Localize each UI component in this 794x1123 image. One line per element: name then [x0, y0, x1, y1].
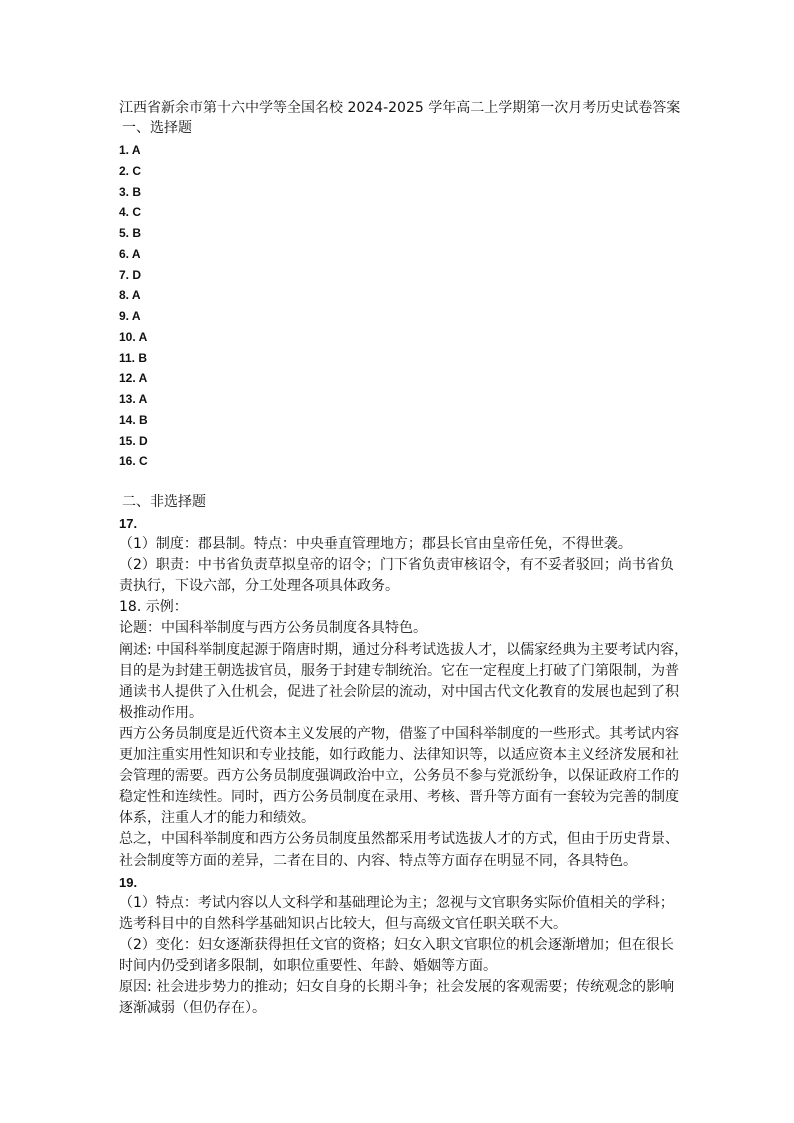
- answer-item: 5. B: [119, 226, 142, 240]
- answer-line: 逐渐减弱（但仍存在）。: [119, 1000, 266, 1017]
- answer-line: 选考科目中的自然科学基础知识占比较大，但与高级文官任职关联不大。: [119, 915, 567, 932]
- answer-line: 原因: 社会进步势力的推动；妇女自身的长期斗争；社会发展的客观需要；传统观念的影响: [119, 979, 675, 996]
- answer-item: 14. B: [119, 412, 148, 427]
- question-number-19: 19.: [119, 874, 138, 890]
- answer-item: 1. A: [119, 143, 141, 157]
- answer-item: 12. A: [119, 371, 148, 386]
- answer-line: 阐述: 中国科举制度起源于隋唐时期，通过分科考试选拔人才，以儒家经典为主要考试内容，: [119, 641, 689, 658]
- question-number-18: 18. 示例：: [119, 599, 188, 616]
- answer-item: 3. B: [119, 184, 142, 199]
- answer-line: 西方公务员制度是近代资本主义发展的产物，借鉴了中国科举制度的一些形式。其考试内容: [119, 725, 679, 742]
- section-heading-non-choice: 二、非选择题: [122, 494, 206, 510]
- answer-line: 总之，中国科举制度和西方公务员制度虽然都采用考试选拔人才的方式，但由于历史背景、: [119, 831, 679, 848]
- answer-line: （2）变化：妇女逐渐获得担任文官的资格；妇女入职文官职位的机会逐渐增加；但在很长: [119, 936, 674, 953]
- answer-item: 13. A: [119, 392, 148, 406]
- answer-item: 9. A: [119, 309, 141, 323]
- answer-line: 稳定性和连续性。同时，西方公务员制度在录用、考核、晋升等方面有一套较为完善的制度: [119, 789, 679, 806]
- answer-item: 6. A: [119, 246, 141, 261]
- answer-line: 体系，注重人才的能力和绩效。: [119, 810, 315, 827]
- answer-line: （2）职责：中书省负责草拟皇帝的诏令；门下省负责审核诏令，有不妥者驳回；尚书省负: [119, 557, 674, 574]
- answer-line: 会管理的需要。西方公务员制度强调政治中立，公务员不参与党派纷争，以保证政府工作的: [119, 768, 679, 785]
- answer-line: 社会制度等方面的差异，二者在目的、内容、特点等方面存在明显不同，各具特色。: [119, 852, 637, 869]
- answer-line: 目的是为封建王朝选拔官员，服务于封建专制统治。它在一定程度上打破了门第限制，为普: [119, 662, 679, 679]
- answer-line: （1）特点：考试内容以人文科学和基础理论为主；忽视与文官职务实际价值相关的学科；: [119, 894, 674, 911]
- answer-line: 极推动作用。: [119, 704, 203, 721]
- answer-line: 时间内仍受到诸多限制，如职位重要性、年龄、婚姻等方面。: [119, 957, 497, 974]
- section-heading-multiple-choice: 一、选择题: [122, 120, 192, 136]
- answer-item: 7. D: [119, 267, 142, 282]
- answer-item: 8. A: [119, 288, 141, 303]
- answer-line: 通读书人提供了入仕机会，促进了社会阶层的流动，对中国古代文化教育的发展也起到了积: [119, 683, 679, 700]
- answer-body: [119, 513, 689, 1019]
- answer-line: 论题：中国科举制度与西方公务员制度各具特色。: [119, 620, 427, 637]
- answer-item: 16. C: [119, 454, 148, 469]
- document-title: 江西省新余市第十六中学等全国名校 2024-2025 学年高二上学期第一次月考历史试卷答案: [119, 100, 681, 116]
- answer-line: 责执行，下设六部，分工处理各项具体政务。: [119, 578, 399, 595]
- answer-line: 更加注重实用性知识和专业技能，如行政能力、法律知识等，以适应资本主义经济发展和社: [119, 747, 679, 764]
- answer-item: 10. A: [119, 329, 148, 344]
- question-number-17: 17.: [119, 516, 138, 531]
- answer-item: 4. C: [119, 205, 142, 220]
- answer-item: 2. C: [119, 163, 142, 178]
- answer-item: 15. D: [119, 433, 148, 448]
- answer-item: 11. B: [119, 350, 148, 365]
- answer-line: （1）制度：郡县制。特点：中央垂直管理地方；郡县长官由皇帝任免，不得世袭。: [119, 536, 632, 553]
- answer-list: [119, 140, 148, 472]
